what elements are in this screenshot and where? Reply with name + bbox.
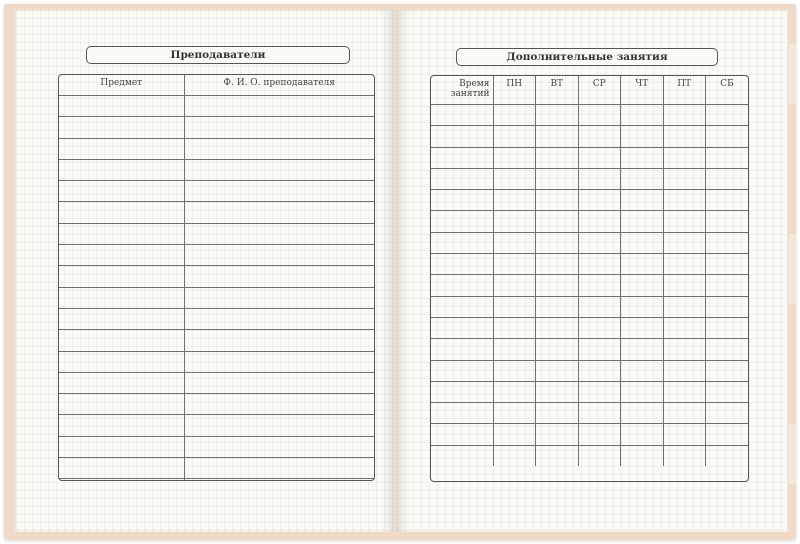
day-cell [578,254,621,275]
teacher-name-cell [184,330,374,351]
time-cell [431,275,493,296]
time-cell [431,147,493,168]
extra-classes-title: Дополнительные занятия [456,48,718,66]
day-cell [493,403,536,424]
day-cell [578,424,621,445]
teacher-name-cell [184,436,374,457]
day-cell [536,445,579,466]
teachers-table-row [59,351,374,372]
day-cell [578,360,621,381]
day-cell [663,339,706,360]
day-cell [663,403,706,424]
day-cell [578,168,621,189]
extra-classes-table-row [431,339,748,360]
day-cell [663,211,706,232]
day-cell [578,317,621,338]
extra-classes-table-row [431,296,748,317]
teachers-table-row [59,372,374,393]
left-page [16,10,394,532]
extra-classes-table-row [431,317,748,338]
time-cell [431,232,493,253]
day-cell [493,105,536,126]
cover-stripe [786,44,796,104]
day-cell [663,105,706,126]
teacher-name-cell [184,181,374,202]
day-cell [621,211,664,232]
extra-classes-table-header [431,76,748,105]
day-cell [706,403,749,424]
time-header-line1: Время [459,79,490,89]
day-cell [663,147,706,168]
day-cell [706,424,749,445]
teachers-table-row [59,223,374,244]
teacher-name-cell [184,308,374,329]
day-cell [536,360,579,381]
day-cell [706,275,749,296]
time-cell [431,403,493,424]
extra-classes-table-row [431,168,748,189]
time-cell [431,211,493,232]
day-cell [621,190,664,211]
day-cell [578,126,621,147]
subject-cell [59,308,184,329]
day-cell [493,360,536,381]
day-cell [621,403,664,424]
day-cell [663,232,706,253]
day-cell [536,317,579,338]
time-cell [431,105,493,126]
day-cell [493,339,536,360]
day-cell [536,211,579,232]
teacher-name-cell [184,479,374,481]
day-cell [663,424,706,445]
day-cell [578,211,621,232]
time-cell [431,445,493,466]
day-cell [706,445,749,466]
extra-classes-table-row [431,126,748,147]
day-cell [621,232,664,253]
day-cell [706,296,749,317]
day-header-sat: СБ [706,76,749,105]
subject-cell [59,117,184,138]
teachers-table-row [59,202,374,223]
time-cell [431,254,493,275]
day-cell [621,254,664,275]
time-cell [431,381,493,402]
teachers-table-row [59,181,374,202]
day-cell [706,126,749,147]
subject-cell [59,479,184,481]
day-cell [706,168,749,189]
day-cell [621,381,664,402]
day-cell [493,232,536,253]
teachers-table-row [59,330,374,351]
extra-classes-table-row [431,147,748,168]
teacher-name-cell [184,245,374,266]
subject-cell [59,245,184,266]
day-cell [536,105,579,126]
day-cell [663,275,706,296]
day-cell [706,339,749,360]
cover-stripe [786,234,796,304]
day-cell [536,168,579,189]
day-cell [706,105,749,126]
teachers-table-row [59,159,374,180]
day-header-fri: ПТ [663,76,706,105]
day-cell [493,275,536,296]
day-cell [706,317,749,338]
day-cell [578,105,621,126]
day-cell [493,254,536,275]
day-cell [621,168,664,189]
extra-classes-table-row [431,403,748,424]
day-cell [493,147,536,168]
time-cell [431,317,493,338]
day-cell [578,275,621,296]
day-cell [536,275,579,296]
day-cell [578,403,621,424]
day-cell [663,381,706,402]
day-cell [493,296,536,317]
time-cell [431,296,493,317]
day-cell [578,445,621,466]
day-cell [578,232,621,253]
teachers-table [58,74,375,481]
day-cell [578,381,621,402]
day-cell [706,147,749,168]
teacher-name-cell [184,96,374,117]
subject-cell [59,415,184,436]
day-cell [706,254,749,275]
teacher-name-cell [184,266,374,287]
teacher-name-cell [184,415,374,436]
day-cell [536,403,579,424]
teachers-table-row [59,266,374,287]
day-cell [536,339,579,360]
extra-classes-table [430,75,749,482]
day-cell [663,254,706,275]
time-cell [431,190,493,211]
teacher-name-cell [184,223,374,244]
extra-classes-table-row [431,360,748,381]
teachers-title: Преподаватели [86,46,350,64]
day-cell [706,232,749,253]
teachers-table-row [59,394,374,415]
day-cell [536,232,579,253]
teachers-table-header [59,75,374,96]
teachers-table-row [59,287,374,308]
teachers-table-row [59,436,374,457]
day-cell [536,254,579,275]
day-cell [621,105,664,126]
subject-cell [59,372,184,393]
day-cell [493,211,536,232]
day-cell [706,360,749,381]
day-cell [663,360,706,381]
day-cell [536,424,579,445]
subject-column-header: Предмет [59,75,184,96]
teacher-name-cell [184,458,374,479]
day-cell [663,296,706,317]
subject-cell [59,458,184,479]
teacher-name-cell [184,372,374,393]
day-cell [493,126,536,147]
day-cell [663,445,706,466]
day-cell [536,126,579,147]
subject-cell [59,330,184,351]
time-cell [431,360,493,381]
extra-classes-table-row [431,232,748,253]
subject-cell [59,202,184,223]
teachers-table-row [59,96,374,117]
extra-classes-table-row [431,254,748,275]
extra-classes-table-row [431,424,748,445]
day-cell [578,296,621,317]
day-header-thu: ЧТ [621,76,664,105]
day-cell [621,339,664,360]
extra-classes-table-row [431,190,748,211]
subject-cell [59,394,184,415]
day-header-mon: ПН [493,76,536,105]
day-cell [578,339,621,360]
subject-cell [59,351,184,372]
teacher-name-cell [184,287,374,308]
subject-cell [59,181,184,202]
day-cell [621,126,664,147]
day-cell [493,424,536,445]
day-cell [621,445,664,466]
teachers-table-row [59,245,374,266]
day-cell [706,211,749,232]
subject-cell [59,159,184,180]
day-cell [706,190,749,211]
day-cell [493,168,536,189]
day-cell [663,190,706,211]
day-cell [536,381,579,402]
day-cell [663,168,706,189]
day-header-wed: СР [578,76,621,105]
teacher-name-cell [184,138,374,159]
day-cell [621,147,664,168]
extra-classes-table-row [431,105,748,126]
day-cell [706,381,749,402]
day-cell [536,147,579,168]
teacher-name-cell [184,394,374,415]
day-cell [663,317,706,338]
day-cell [536,190,579,211]
teacher-name-column-header: Ф. И. О. преподавателя [184,75,374,96]
subject-cell [59,96,184,117]
day-header-tue: ВТ [536,76,579,105]
teacher-name-cell [184,202,374,223]
subject-cell [59,266,184,287]
teacher-name-cell [184,159,374,180]
teachers-table-row [59,138,374,159]
teachers-table-row [59,479,374,481]
time-cell [431,339,493,360]
teacher-name-cell [184,351,374,372]
teachers-table-row [59,308,374,329]
day-cell [621,360,664,381]
subject-cell [59,223,184,244]
extra-classes-table-row [431,445,748,466]
day-cell [621,296,664,317]
time-header-line2: занятий [450,89,490,99]
day-cell [536,296,579,317]
teachers-table-row [59,415,374,436]
day-cell [493,445,536,466]
day-cell [493,381,536,402]
cover-stripe [786,424,796,484]
day-cell [621,275,664,296]
day-cell [621,424,664,445]
day-cell [493,317,536,338]
extra-classes-table-row [431,275,748,296]
subject-cell [59,138,184,159]
extra-classes-table-row [431,381,748,402]
teachers-table-row [59,458,374,479]
day-cell [621,317,664,338]
subject-cell [59,436,184,457]
day-cell [663,126,706,147]
day-cell [578,190,621,211]
teacher-name-cell [184,117,374,138]
time-column-header [431,76,493,105]
time-cell [431,424,493,445]
day-cell [493,190,536,211]
day-cell [578,147,621,168]
teachers-table-row [59,117,374,138]
time-cell [431,126,493,147]
extra-classes-table-row [431,211,748,232]
subject-cell [59,287,184,308]
right-page [397,10,787,532]
time-cell [431,168,493,189]
